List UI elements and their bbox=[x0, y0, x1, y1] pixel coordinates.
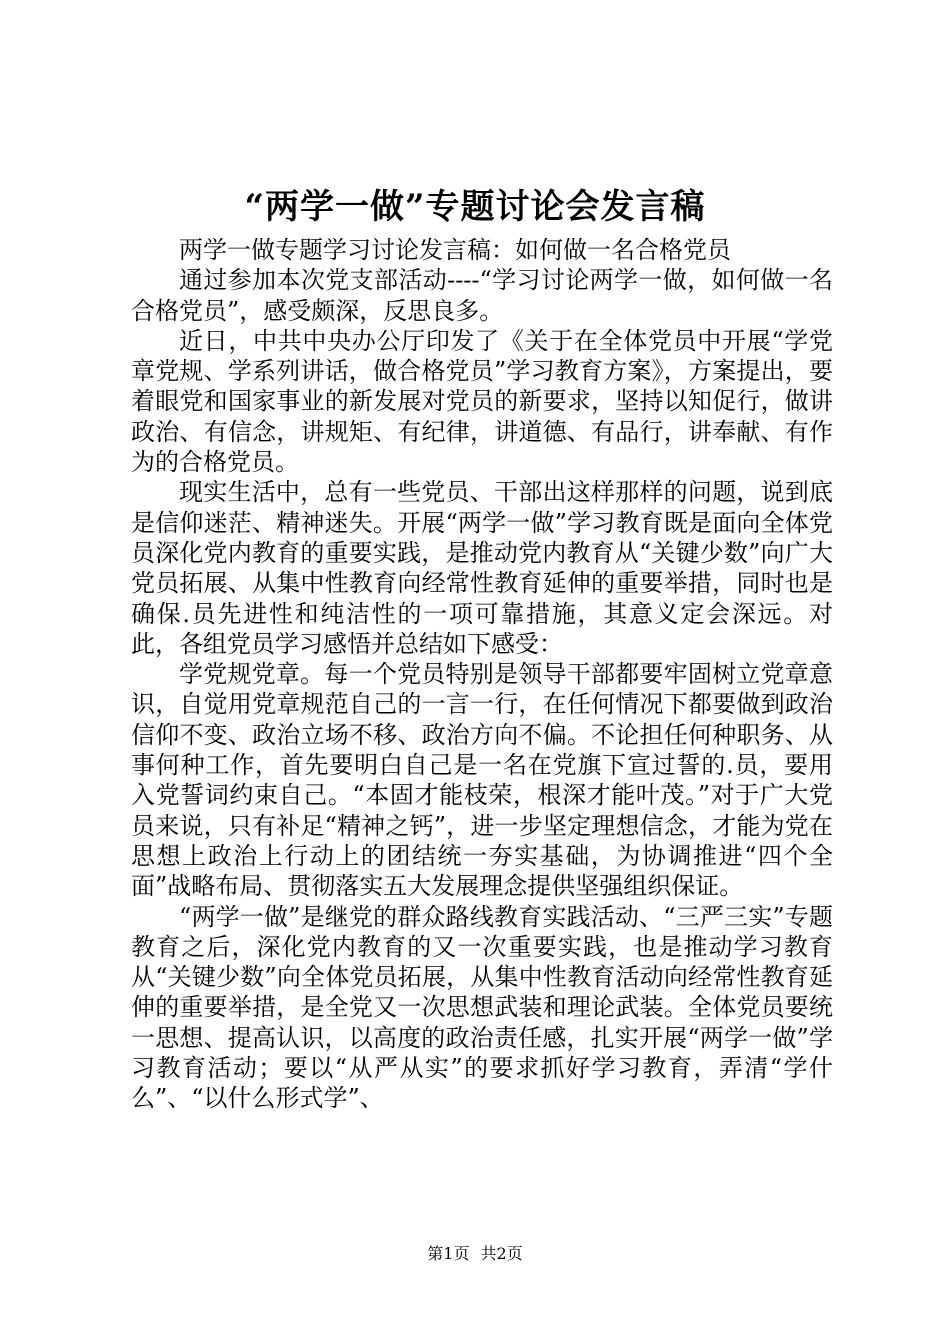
document-body bbox=[131, 235, 833, 1114]
page-total: 共2页 bbox=[480, 1244, 523, 1263]
paragraph: 通过参加本次党支部活动----“学习讨论两学一做，如何做一名合格党员”，感受颇深，反思良多。 bbox=[131, 266, 833, 325]
paragraph: 现实生活中，总有一些党员、干部出这样那样的问题，说到底是信仰迷茫、精神迷失。开展“两学一做”学习教育既是面向全体党员深化党内教育的重要实践，是推动党内教育从“关键少数”向广大党员拓展、从集中性教育向经常性教育延伸的重要举措，同时也是确保.员先进性和纯洁性的一项可靠措施，其意义定会深远。对此，各组党员学习感悟并总结如下感受： bbox=[131, 478, 833, 658]
paragraph: 学党规党章。每一个党员特别是领导干部都要牢固树立党章意识，自觉用党章规范自己的一言一行，在任何情况下都要做到政治信仰不变、政治立场不移、政治方向不偏。不论担任何种职务、从事何种工作，首先要明白自己是一名在党旗下宣过誓的.员，要用入党誓词约束自己。“本固才能枝荣，根深才能叶茂。”对于广大党员来说，只有补足“精神之钙”，进一步坚定理想信念，才能为党在思想上政治上行动上的团结统一夯实基础，为协调推进“四个全面”战略布局、贯彻落实五大发展理念提供坚强组织保证。 bbox=[131, 660, 833, 901]
paragraph: “两学一做”是继党的群众路线教育实践活动、“三严三实”专题教育之后，深化党内教育的又一次重要实践，也是推动学习教育从“关键少数”向全体党员拓展，从集中性教育活动向经常性教育延伸的重要举措，是全党又一次思想武装和理论武装。全体党员要统一思想、提高认识，以高度的政治责任感，扎实开展“两学一做”学习教育活动；要以“从严从实”的要求抓好学习教育，弄清“学什么”、“以什么形式学”、 bbox=[131, 902, 833, 1113]
paragraph: 近日，中共中央办公厅印发了《关于在全体党员中开展“学党章党规、学系列讲话，做合格党员”学习教育方案》，方案提出，要着眼党和国家事业的新发展对党员的新要求，坚持以知促行，做讲政治、有信念，讲规矩、有纪律，讲道德、有品行，讲奉献、有作为的合格党员。 bbox=[131, 326, 833, 477]
page-number: 第1页 bbox=[427, 1244, 470, 1263]
page-footer bbox=[0, 1241, 950, 1264]
paragraph-subtitle: 两学一做专题学习讨论发言稿：如何做一名合格党员 bbox=[179, 236, 731, 264]
document-title: “两学一做”专题讨论会发言稿 bbox=[244, 187, 706, 227]
